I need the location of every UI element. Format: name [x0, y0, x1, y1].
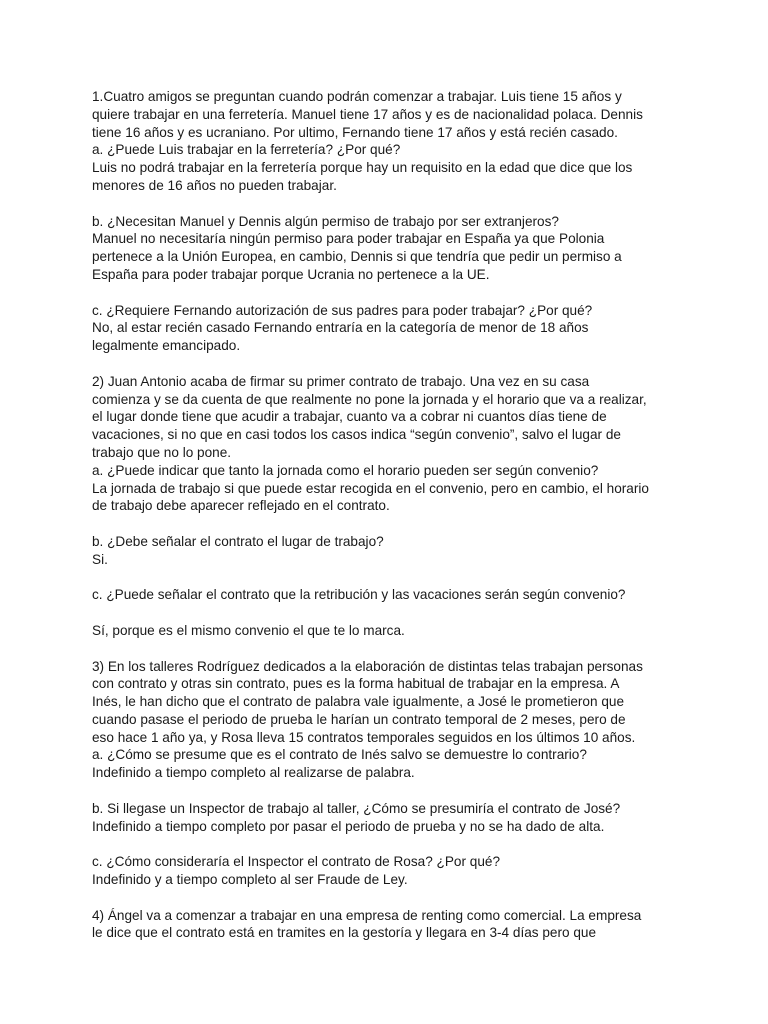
text-line: c. ¿Requiere Fernando autorización de sus padres para poder trabajar? ¿Por qué?	[92, 302, 593, 318]
text-line: b. Si llegase un Inspector de trabajo al taller, ¿Cómo se presumiría el contrato de José?	[92, 800, 621, 816]
text-line: c. ¿Puede señalar el contrato que la retribución y las vacaciones serán según convenio?	[92, 587, 626, 603]
text-line: 1.Cuatro amigos se preguntan cuando podrán comenzar a trabajar. Luis tiene 15 años y	[92, 89, 622, 104]
text-line: a. ¿Cómo se presume que es el contrato de Inés salvo se demuestre lo contrario?	[92, 747, 587, 763]
text-line: b. ¿Necesitan Manuel y Dennis algún permiso de trabajo por ser extranjeros?	[92, 213, 559, 229]
text-line: cuando pasase el periodo de prueba le harían un contrato temporal de 2 meses, pero de	[92, 711, 626, 727]
paragraph-spacer	[92, 604, 682, 622]
text-line: legalmente emancipado.	[92, 338, 241, 354]
text-line: 3) En los talleres Rodríguez dedicados a la elaboración de distintas telas trabajan personas	[92, 658, 643, 674]
text-line: Inés, le han dicho que el contrato de palabra vale igualmente, a José le prometieron que	[92, 694, 625, 710]
text-line: de trabajo debe aparecer reflejado en el contrato.	[92, 498, 390, 514]
text-line: No, al estar recién casado Fernando entraría en la categoría de menor de 18 años	[92, 320, 589, 336]
text-line: Luis no podrá trabajar en la ferretería porque hay un requisito en la edad que dice que los	[92, 160, 633, 176]
paragraph-spacer	[92, 195, 682, 213]
text-line: vacaciones, si no que en casi todos los casos indica “según convenio”, salvo el lugar de	[92, 427, 621, 443]
text-line: trabajo que no lo pone.	[92, 444, 232, 460]
text-line: 4) Ángel va a comenzar a trabajar en una empresa de renting como comercial. La empresa	[92, 907, 642, 923]
text-line: menores de 16 años no pueden trabajar.	[92, 177, 337, 193]
text-line: Si.	[92, 551, 108, 567]
paragraph-spacer	[92, 569, 682, 587]
text-line: Indefinido a tiempo completo al realizarse de palabra.	[92, 765, 415, 781]
text-line: tiene 16 años y es ucraniano. Por ultimo, Fernando tiene 17 años y está recién casado.	[92, 124, 618, 140]
text-line: España para poder trabajar porque Ucrania no pertenece a la UE.	[92, 266, 490, 282]
paragraph-spacer	[92, 889, 682, 907]
paragraph-spacer	[92, 284, 682, 302]
paragraph-spacer	[92, 782, 682, 800]
text-line: a. ¿Puede Luis trabajar en la ferretería? ¿Por qué?	[92, 142, 401, 158]
paragraph-spacer	[92, 355, 682, 373]
text-line: c. ¿Cómo consideraría el Inspector el contrato de Rosa? ¿Por qué?	[92, 854, 501, 870]
text-line: a. ¿Puede indicar que tanto la jornada como el horario pueden ser según convenio?	[92, 462, 599, 478]
document-body	[92, 88, 682, 942]
text-line: 2) Juan Antonio acaba de firmar su primer contrato de trabajo. Una vez en su casa	[92, 373, 590, 389]
text-line: Sí, porque es el mismo convenio el que te lo marca.	[92, 622, 405, 638]
text-line: comienza y se da cuenta de que realmente no pone la jornada y el horario que va a realizar,	[92, 391, 647, 407]
text-line: b. ¿Debe señalar el contrato el lugar de trabajo?	[92, 533, 384, 549]
text-line: eso hace 1 año ya, y Rosa lleva 15 contratos temporales seguidos en los últimos 10 años.	[92, 729, 636, 745]
text-line: Indefinido a tiempo completo por pasar el periodo de prueba y no se ha dado de alta.	[92, 818, 605, 834]
text-line: Manuel no necesitaría ningún permiso para poder trabajar en España ya que Polonia	[92, 231, 605, 247]
text-line: quiere trabajar en una ferretería. Manuel tiene 17 años y es de nacionalidad polaca. Dennis	[92, 106, 643, 122]
text-line: La jornada de trabajo si que puede estar recogida en el convenio, pero en cambio, el horario	[92, 480, 649, 496]
text-line: Indefinido y a tiempo completo al ser Fraude de Ley.	[92, 872, 408, 888]
text-line: pertenece a la Unión Europea, en cambio, Dennis si que tendría que pedir un permiso a	[92, 249, 622, 265]
paragraph-spacer	[92, 835, 682, 853]
text-line: el lugar donde tiene que acudir a trabajar, cuanto va a cobrar ni cuantos días tiene de	[92, 409, 607, 425]
paragraph-spacer	[92, 640, 682, 658]
text-line: le dice que el contrato está en tramites en la gestoría y llegara en 3-4 días pero que	[92, 925, 597, 941]
text-line: con contrato y otras sin contrato, pues es la forma habitual de trabajar en la empresa. A	[92, 676, 620, 692]
paragraph-spacer	[92, 515, 682, 533]
